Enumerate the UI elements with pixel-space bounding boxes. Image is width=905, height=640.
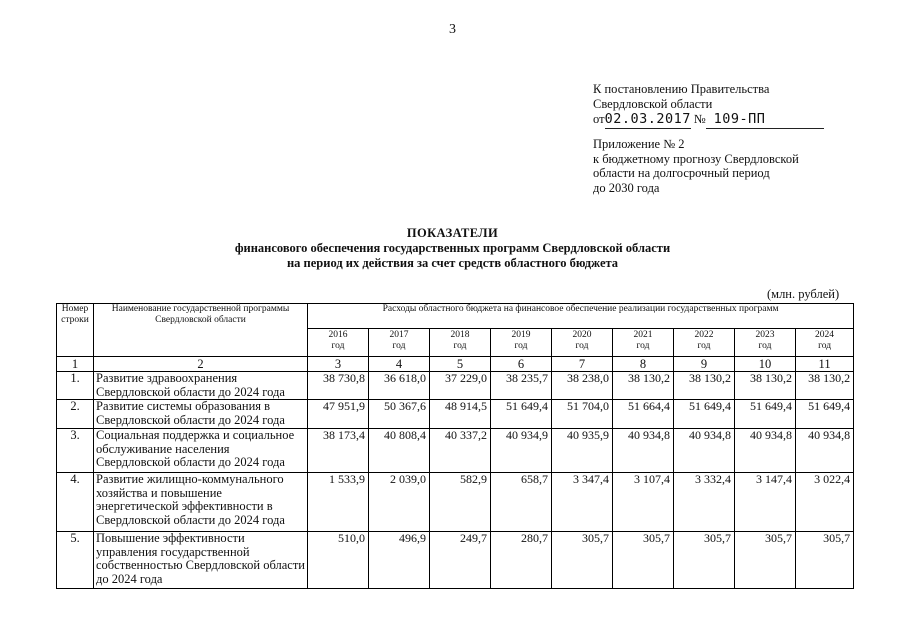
header-year-suffix: год	[575, 341, 589, 351]
header-year-value: 2020	[572, 330, 592, 340]
expense-value-2018: 249,7	[430, 532, 491, 589]
header-year-value: 2024	[815, 330, 835, 340]
column-number: 2	[94, 357, 308, 372]
title-main: ПОКАЗАТЕЛИ	[406, 226, 499, 240]
expense-value-2024: 40 934,8	[796, 429, 854, 473]
program-name: Повышение эффективности управления государственной собственностью Свердловской области до 2024 года	[94, 532, 308, 589]
expense-value-2017: 496,9	[369, 532, 430, 589]
program-name: Развитие здравоохранения Свердловской области до 2024 года	[94, 372, 308, 400]
page-bottom-cut	[56, 603, 853, 640]
program-name: Развитие жилищно-коммунального хозяйства и повышение энергетической эффективности в Свердловской области до 2024 года	[94, 473, 308, 532]
expense-value-2016: 38 173,4	[308, 429, 369, 473]
expense-value-2018: 37 229,0	[430, 372, 491, 400]
expense-value-2022: 305,7	[674, 532, 735, 589]
appendix-line: Приложение № 2	[593, 137, 685, 151]
expense-value-2020: 51 704,0	[552, 400, 613, 429]
expense-value-2019: 38 235,7	[491, 372, 552, 400]
header-program-name: Наименование государственной программы Свердловской области	[94, 304, 308, 357]
expense-value-2016: 47 951,9	[308, 400, 369, 429]
expense-value-2016: 510,0	[308, 532, 369, 589]
expense-value-2021: 40 934,8	[613, 429, 674, 473]
header-row-number: Номер строки	[57, 304, 94, 357]
header-year-2024	[796, 329, 854, 357]
expense-value-2023: 51 649,4	[735, 400, 796, 429]
expense-value-2019: 51 649,4	[491, 400, 552, 429]
expense-value-2018: 48 914,5	[430, 400, 491, 429]
expense-value-2024: 3 022,4	[796, 473, 854, 532]
expense-value-2020: 3 347,4	[552, 473, 613, 532]
decree-date: 02.03.2017	[604, 111, 691, 127]
table-row	[57, 473, 854, 532]
header-year-2022	[674, 329, 735, 357]
appendix-line: области на долгосрочный период	[593, 166, 770, 180]
expense-value-2021: 38 130,2	[613, 372, 674, 400]
header-year-suffix: год	[636, 341, 650, 351]
expense-value-2019: 40 934,9	[491, 429, 552, 473]
header-year-value: 2017	[389, 330, 409, 340]
column-number: 5	[430, 357, 491, 372]
header-year-suffix: год	[331, 341, 345, 351]
document-title	[0, 226, 905, 271]
header-year-2021	[613, 329, 674, 357]
expense-value-2017: 40 808,4	[369, 429, 430, 473]
expense-value-2024: 305,7	[796, 532, 854, 589]
column-number: 9	[674, 357, 735, 372]
header-year-suffix: год	[697, 341, 711, 351]
title-line: финансового обеспечения государственных программ Свердловской области	[234, 241, 671, 255]
appendix-line: до 2030 года	[593, 180, 660, 195]
expense-value-2022: 38 130,2	[674, 372, 735, 400]
expense-value-2019: 280,7	[491, 532, 552, 589]
row-number: 1.	[57, 372, 94, 400]
table-row	[57, 532, 854, 589]
expense-value-2022: 3 332,4	[674, 473, 735, 532]
expense-value-2023: 40 934,8	[735, 429, 796, 473]
expense-value-2021: 51 664,4	[613, 400, 674, 429]
expense-value-2019: 658,7	[491, 473, 552, 532]
expense-value-2023: 38 130,2	[735, 372, 796, 400]
expense-value-2021: 3 107,4	[613, 473, 674, 532]
expense-value-2024: 38 130,2	[796, 372, 854, 400]
page-number: 3	[449, 22, 456, 37]
header-year-value: 2021	[633, 330, 653, 340]
table-row	[57, 429, 854, 473]
column-number: 1	[57, 357, 94, 372]
header-year-suffix: год	[818, 341, 832, 351]
table-row	[57, 400, 854, 429]
header-year-value: 2022	[694, 330, 714, 340]
column-number: 4	[369, 357, 430, 372]
expense-value-2023: 3 147,4	[735, 473, 796, 532]
header-year-value: 2023	[755, 330, 775, 340]
expense-value-2021: 305,7	[613, 532, 674, 589]
header-expenses-group: Расходы областного бюджета на финансовое обеспечение реализации государственных программ	[308, 304, 854, 329]
header-year-2020	[552, 329, 613, 357]
header-year-2019	[491, 329, 552, 357]
expense-value-2024: 51 649,4	[796, 400, 854, 429]
header-year-value: 2016	[328, 330, 348, 340]
expense-value-2016: 1 533,9	[308, 473, 369, 532]
header-year-suffix: год	[514, 341, 528, 351]
appendix-note	[593, 137, 799, 195]
expense-value-2017: 2 039,0	[369, 473, 430, 532]
row-number: 4.	[57, 473, 94, 532]
column-number: 7	[552, 357, 613, 372]
decree-line: Свердловской области	[593, 96, 713, 111]
expense-value-2020: 40 935,9	[552, 429, 613, 473]
expense-value-2022: 40 934,8	[674, 429, 735, 473]
decree-date-prefix: от	[593, 112, 605, 126]
expense-value-2018: 40 337,2	[430, 429, 491, 473]
header-year-suffix: год	[453, 341, 467, 351]
header-year-2017	[369, 329, 430, 357]
column-number: 3	[308, 357, 369, 372]
decree-date-number	[593, 111, 824, 129]
column-number: 11	[796, 357, 854, 372]
expense-value-2020: 305,7	[552, 532, 613, 589]
budget-table	[56, 303, 854, 589]
title-line: на период их действия за счет средств областного бюджета	[286, 256, 619, 270]
expense-value-2017: 50 367,6	[369, 400, 430, 429]
expense-value-2018: 582,9	[430, 473, 491, 532]
decree-number-prefix: №	[693, 112, 706, 126]
expense-value-2016: 38 730,8	[308, 372, 369, 400]
decree-number: 109-ПП	[706, 111, 824, 129]
table-row	[57, 372, 854, 400]
row-number: 5.	[57, 532, 94, 589]
header-year-2023	[735, 329, 796, 357]
expense-value-2020: 38 238,0	[552, 372, 613, 400]
program-name: Социальная поддержка и социальное обслуживание населения Свердловской области до 2024 года	[94, 429, 308, 473]
units-label: (млн. рублей)	[767, 287, 840, 301]
header-year-suffix: год	[758, 341, 772, 351]
row-number: 3.	[57, 429, 94, 473]
expense-value-2023: 305,7	[735, 532, 796, 589]
column-number: 10	[735, 357, 796, 372]
decree-reference	[593, 82, 769, 111]
column-number: 6	[491, 357, 552, 372]
header-year-suffix: год	[392, 341, 406, 351]
appendix-line: к бюджетному прогнозу Свердловской	[593, 151, 799, 166]
header-year-value: 2018	[450, 330, 470, 340]
decree-line: К постановлению Правительства	[593, 82, 770, 96]
header-year-2016	[308, 329, 369, 357]
header-year-2018	[430, 329, 491, 357]
expense-value-2017: 36 618,0	[369, 372, 430, 400]
program-name: Развитие системы образования в Свердловской области до 2024 года	[94, 400, 308, 429]
column-number: 8	[613, 357, 674, 372]
expense-value-2022: 51 649,4	[674, 400, 735, 429]
header-year-value: 2019	[511, 330, 531, 340]
row-number: 2.	[57, 400, 94, 429]
